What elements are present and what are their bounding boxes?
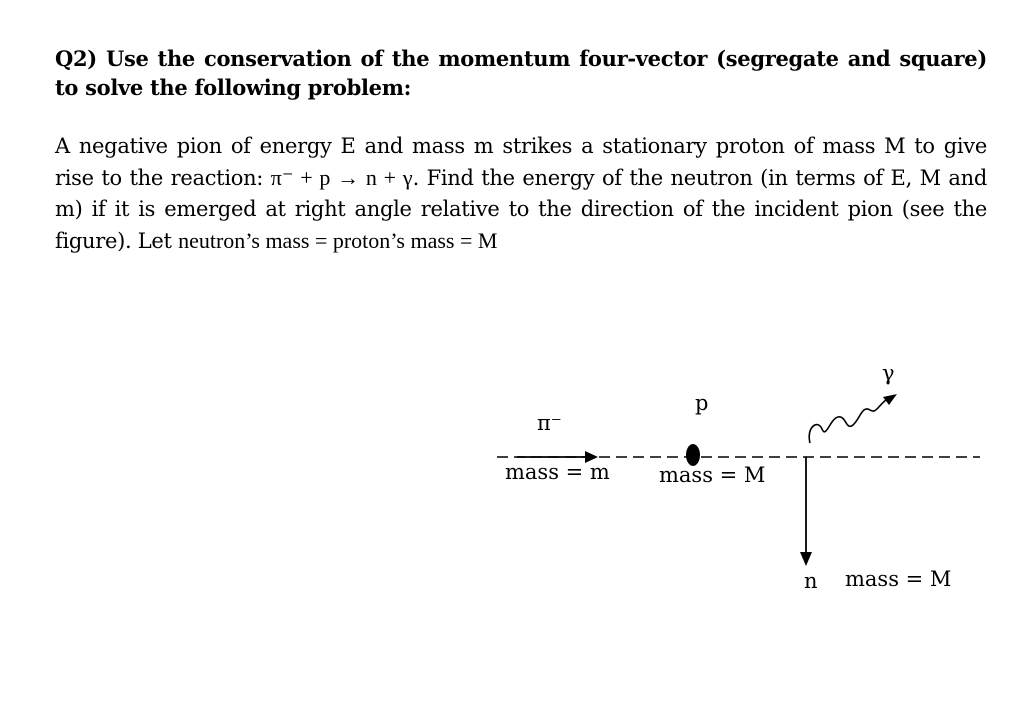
problem-body: . Find the energy of the neutron (in terms of E, M and m) if it is emerged at right angle relative to the direction of the incident pion (see the figure). Let xyxy=(55,166,988,253)
photon-symbol: γ xyxy=(882,361,895,385)
proton-mass-label: mass = M xyxy=(659,463,766,487)
question-title: Q2) Use the conservation of the momentum four-vector (segregate and square) to solve the following problem: xyxy=(55,46,987,100)
neutron-mass-label: mass = M xyxy=(845,567,952,591)
neutron-symbol: n xyxy=(804,569,818,593)
reaction-equation: π⁻ + p → n + γ xyxy=(270,165,413,190)
proton-symbol: p xyxy=(695,391,709,415)
neutron-arrowhead-icon xyxy=(800,552,812,566)
pion-symbol: π⁻ xyxy=(537,411,562,435)
problem-intro: A negative pion of energy E and mass m strikes a stationary proton of mass M to give rise to the reaction: xyxy=(55,134,987,190)
photon-arrowhead-icon xyxy=(883,394,897,405)
mass-relation: neutron’s mass = proton’s mass = M xyxy=(178,228,498,253)
pion-mass-label: mass = m xyxy=(505,460,610,484)
photon-wavy-line xyxy=(809,400,886,443)
